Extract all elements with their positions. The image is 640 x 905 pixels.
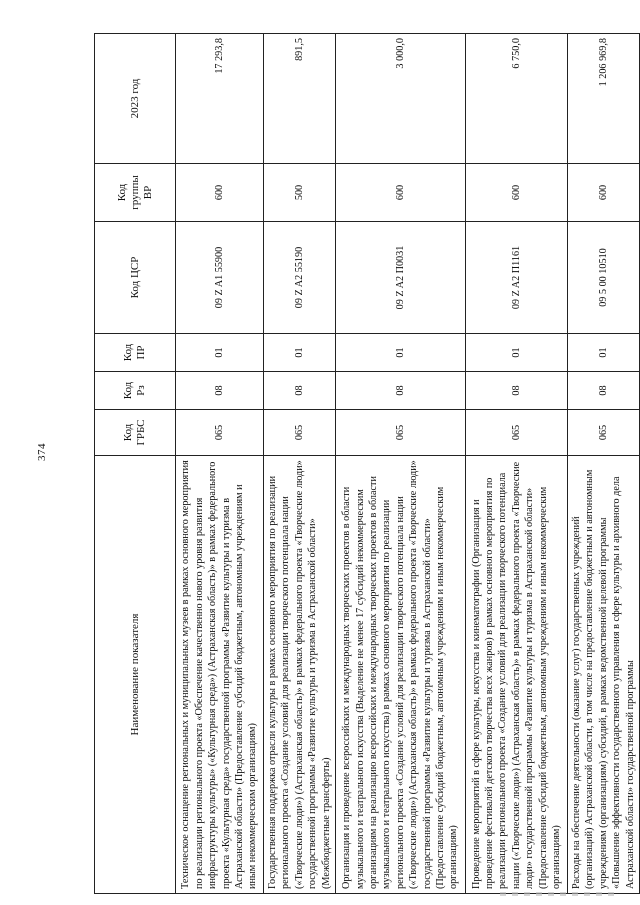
row-pr: 01 [176, 334, 264, 372]
row-pr: 01 [466, 334, 568, 372]
row-vr: 600 [176, 164, 264, 222]
rotated-table-wrapper [94, 34, 636, 894]
row-name: Организация и проведение всероссийских и международных творческих проектов в области музыкального и театрального искусства (Выделение не менее 17 субсидий некоммерческим организациям на реализацию всероссийских и международных творческих проектов в области музыкального и театрального искусства) в рамках основного мероприятия по реализации регионального проекта «Создание условий для реализации творческого потенциала нации («Творческие люди») (Астраханская область)» в рамках федерального проекта «Творческие люди» государственной программы «Развитие культуры и туризма в Астраханской области» (Предоставление субсидий бюджетным, автономным учреждениям и иным некоммерческим организациям) [336, 456, 466, 894]
row-rz: 08 [466, 372, 568, 410]
row-rz: 08 [176, 372, 264, 410]
header-rz: Код Рз [95, 372, 176, 410]
row-csr: 09 Z A1 55900 [176, 222, 264, 334]
row-csr: 09 Z A2 П0031 [336, 222, 466, 334]
row-grbs: 065 [336, 410, 466, 456]
row-year: 17 293,8 [176, 34, 264, 164]
row-name: Расходы на обеспечение деятельности (оказание услуг) государственных учреждений (организаций) Астраханской области, в том числе на предоставление бюджетным и автономным учреждениям (организациям) субсидий, в рамках ведомственной целевой программы «Повышение эффективности государственного управления в сфере культуры и архивного дела Астраханской области» государственной программы [568, 456, 640, 894]
budget-table [94, 33, 640, 894]
row-vr: 500 [264, 164, 336, 222]
header-grbs: Код ГРБС [95, 410, 176, 456]
row-year: 1 206 969,8 [568, 34, 640, 164]
row-csr: 09 Z A2 П1161 [466, 222, 568, 334]
row-name: Проведение мероприятий в сфере культуры, искусства и кинематографии (Организация и проведение фестивалей детского творчества всех жанров) в рамках основного мероприятия по реализации регионального проекта «Создание условий для реализации творческого потенциала нации («Творческие люди») (Астраханская область)» в рамках федерального проекта «Творческие люди» государственной программы «Развитие культуры и туризма в Астраханской области» (Предоставление субсидий бюджетным, автономным учреждениям и иным некоммерческим организациям) [466, 456, 568, 894]
row-name: Государственная поддержка отрасли культуры в рамках основного мероприятия по реализации регионального проекта «Создание условий для реализации творческого потенциала нации («Творческие люди») (Астраханская область)» в рамках федерального проекта «Творческие люди» государственной программы «Развитие культуры и туризма в Астраханской области» (Межбюджетные трансферты) [264, 456, 336, 894]
table-header-row [95, 34, 176, 894]
row-vr: 600 [336, 164, 466, 222]
page-number: 374 [36, 443, 48, 461]
row-vr: 600 [568, 164, 640, 222]
row-rz: 08 [336, 372, 466, 410]
row-year: 6 750,0 [466, 34, 568, 164]
header-name: Наименование показателя [95, 456, 176, 894]
row-rz: 08 [264, 372, 336, 410]
table-row [176, 34, 264, 894]
scan-artifact [500, 892, 620, 896]
row-name: Техническое оснащение региональных и муниципальных музеев в рамках основного мероприятия по реализации регионального проекта «Обеспечение качественно нового уровня развития инфраструктуры культуры» («Культурная среда») (Астраханская область)» в рамках федерального проекта «Культурная среда» государственной программы «Развитие культуры и туризма в Астраханской области» (Предоставление субсидий бюджетным, автономным учреждениям и иным некоммерческим организациям) [176, 456, 264, 894]
row-year: 891,5 [264, 34, 336, 164]
row-grbs: 065 [264, 410, 336, 456]
row-pr: 01 [568, 334, 640, 372]
row-grbs: 065 [176, 410, 264, 456]
table-row [336, 34, 466, 894]
row-csr: 09 5 00 10510 [568, 222, 640, 334]
row-year: 3 000,0 [336, 34, 466, 164]
row-grbs: 065 [568, 410, 640, 456]
header-year: 2023 год [95, 34, 176, 164]
row-csr: 09 Z A2 55190 [264, 222, 336, 334]
row-grbs: 065 [466, 410, 568, 456]
row-pr: 01 [264, 334, 336, 372]
row-pr: 01 [336, 334, 466, 372]
table-row [264, 34, 336, 894]
header-vr: Код группы ВР [95, 164, 176, 222]
header-pr: Код ПР [95, 334, 176, 372]
row-vr: 600 [466, 164, 568, 222]
table-row [568, 34, 640, 894]
table-row [466, 34, 568, 894]
header-csr: Код ЦСР [95, 222, 176, 334]
row-rz: 08 [568, 372, 640, 410]
